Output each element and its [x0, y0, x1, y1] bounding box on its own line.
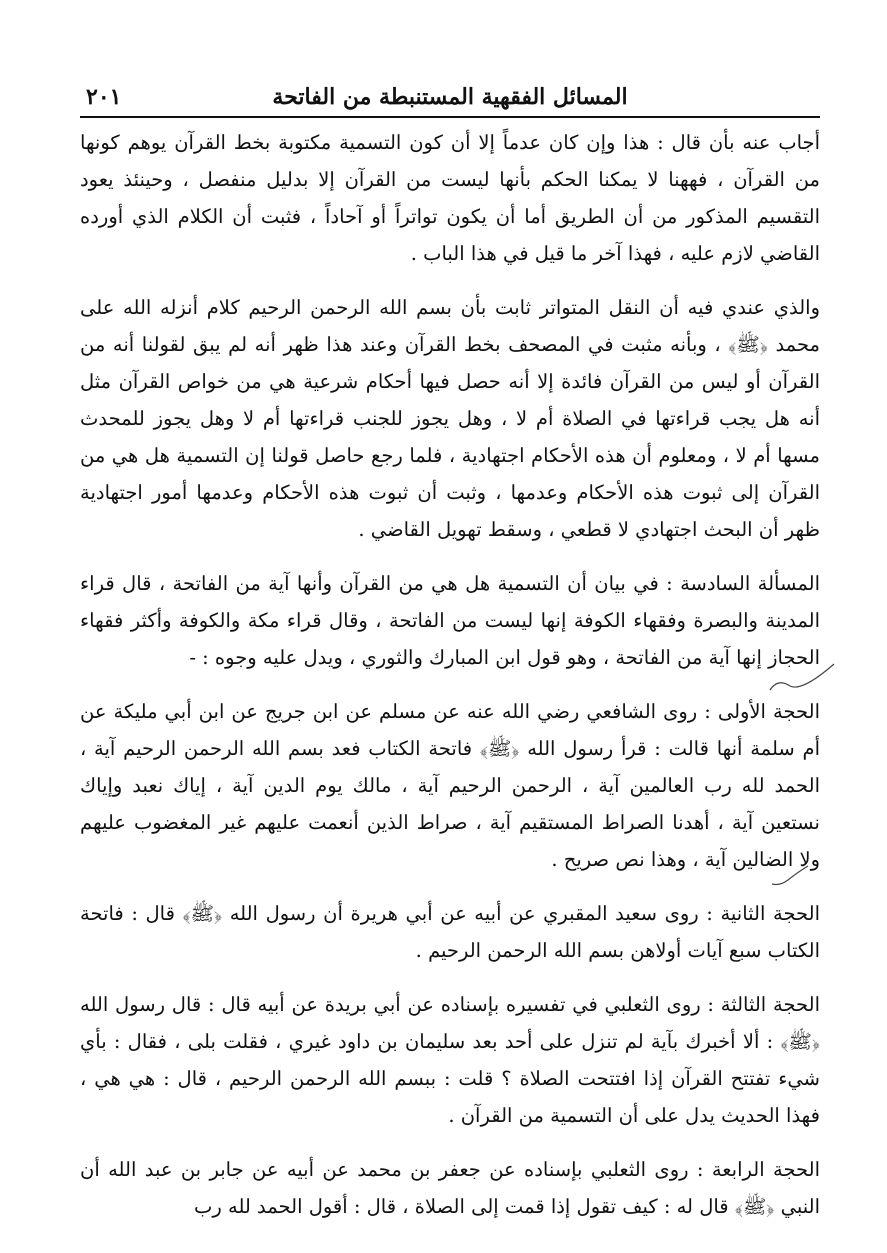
paragraph-first-proof: الحجة الأولى : روى الشافعي رضي الله عنه عن مسلم عن ابن جريج عن ابن أبي مليكة عن أم سلمة أنها قالت : قرأ رسول الله ﴿ﷺ﴾ فاتحة الكتاب فعد بسم الله الرحمن الرحيم آية ، الحمد لله رب العالمين آية ، الرحمن الرحيم آية ، مالك يوم الدين آية ، إياك نعبد وإياك نستعين آية ، أهدنا الصراط المستقيم آية ، صراط الذين أنعمت عليهم غير المغضوب عليهم ولا الضالين آية ، وهذا نص صريح . [80, 700, 820, 871]
page-body [80, 124, 820, 1225]
paragraph-third-proof: الحجة الثالثة : روى الثعلبي في تفسيره بإسناده عن أبي بريدة عن أبيه قال : قال رسول الله ﴿ﷺ﴾ : ألا أخبرك بآية لم تنزل على أحد بعد سليمان بن داود غيري ، فقلت بلى ، فقال : بأي شيء تفتتح القرآن إذا افتتحت الصلاة ؟ قلت : ببسم الله الرحمن الرحيم ، قال : هي هي ، فهذا الحديث يدل على أن التسمية من القرآن . [80, 993, 820, 1127]
running-header [80, 82, 820, 118]
paragraph-author-opinion: والذي عندي فيه أن النقل المتواتر ثابت بأن بسم الله الرحمن الرحيم كلام أنزله الله على محمد ﴿ﷺ﴾ ، وبأنه مثبت في المصحف بخط القرآن وعند هذا ظهر أنه لم يبق لقولنا أنه من القرآن أو ليس من القرآن فائدة إلا أنه حصل فيها أحكام شرعية هي من خواص القرآن مثل أنه هل يجب قراءتها في الصلاة أم لا ، وهل يجوز للجنب قراءتها أم لا وهل يجوز للمحدث مسها أم لا ، ومعلوم أن هذه الأحكام اجتهادية ، فلما رجع حاصل قولنا إن التسمية هل هي من القرآن إلى ثبوت هذه الأحكام وعدمها ، وثبت أن ثبوت هذه الأحكام وعدمها أمور اجتهادية ظهر أن البحث اجتهادي لا قطعي ، وسقط تهويل القاضي . [80, 296, 820, 541]
paragraph-answer: أجاب عنه بأن قال : هذا وإن كان عدماً إلا أن كون التسمية مكتوبة بخط القرآن يوهم كونها من القرآن ، فههنا لا يمكنا الحكم بأنها ليست من القرآن إلا بدليل منفصل ، وحينئذ يعود التقسيم المذكور من أن الطريق أما أن يكون تواتراً أو آحاداً ، فثبت أن الكلام الذي أورده القاضي لازم عليه ، فهذا آخر ما قيل في هذا الباب . [80, 131, 820, 265]
paragraph-second-proof: الحجة الثانية : روى سعيد المقبري عن أبيه عن أبي هريرة أن رسول الله ﴿ﷺ﴾ قال : فاتحة الكتاب سبع آيات أولاهن بسم الله الرحمن الرحيم . [80, 902, 820, 962]
page-number: ٢٠١ [86, 84, 122, 110]
paragraph-sixth-issue: المسألة السادسة : في بيان أن التسمية هل هي من القرآن وأنها آية من الفاتحة ، قال قراء المدينة والبصرة وفقهاء الكوفة إنها ليست من الفاتحة ، وقال قراء مكة والكوفة وأكثر فقهاء الحجاز إنها آية من الفاتحة ، وهو قول ابن المبارك والثوري ، ويدل عليه وجوه : - [80, 572, 820, 669]
paragraph-fourth-proof: الحجة الرابعة : روى الثعلبي بإسناده عن جعفر بن محمد عن أبيه عن جابر بن عبد الله أن النبي ﴿ﷺ﴾ قال له : كيف تقول إذا قمت إلى الصلاة ، قال : أقول الحمد لله رب [80, 1158, 820, 1218]
margin-tick-mark-icon [768, 862, 813, 892]
book-page [80, 82, 820, 1242]
running-title: المسائل الفقهية المستنبطة من الفاتحة [272, 84, 628, 110]
margin-tick-mark-icon [768, 660, 838, 700]
